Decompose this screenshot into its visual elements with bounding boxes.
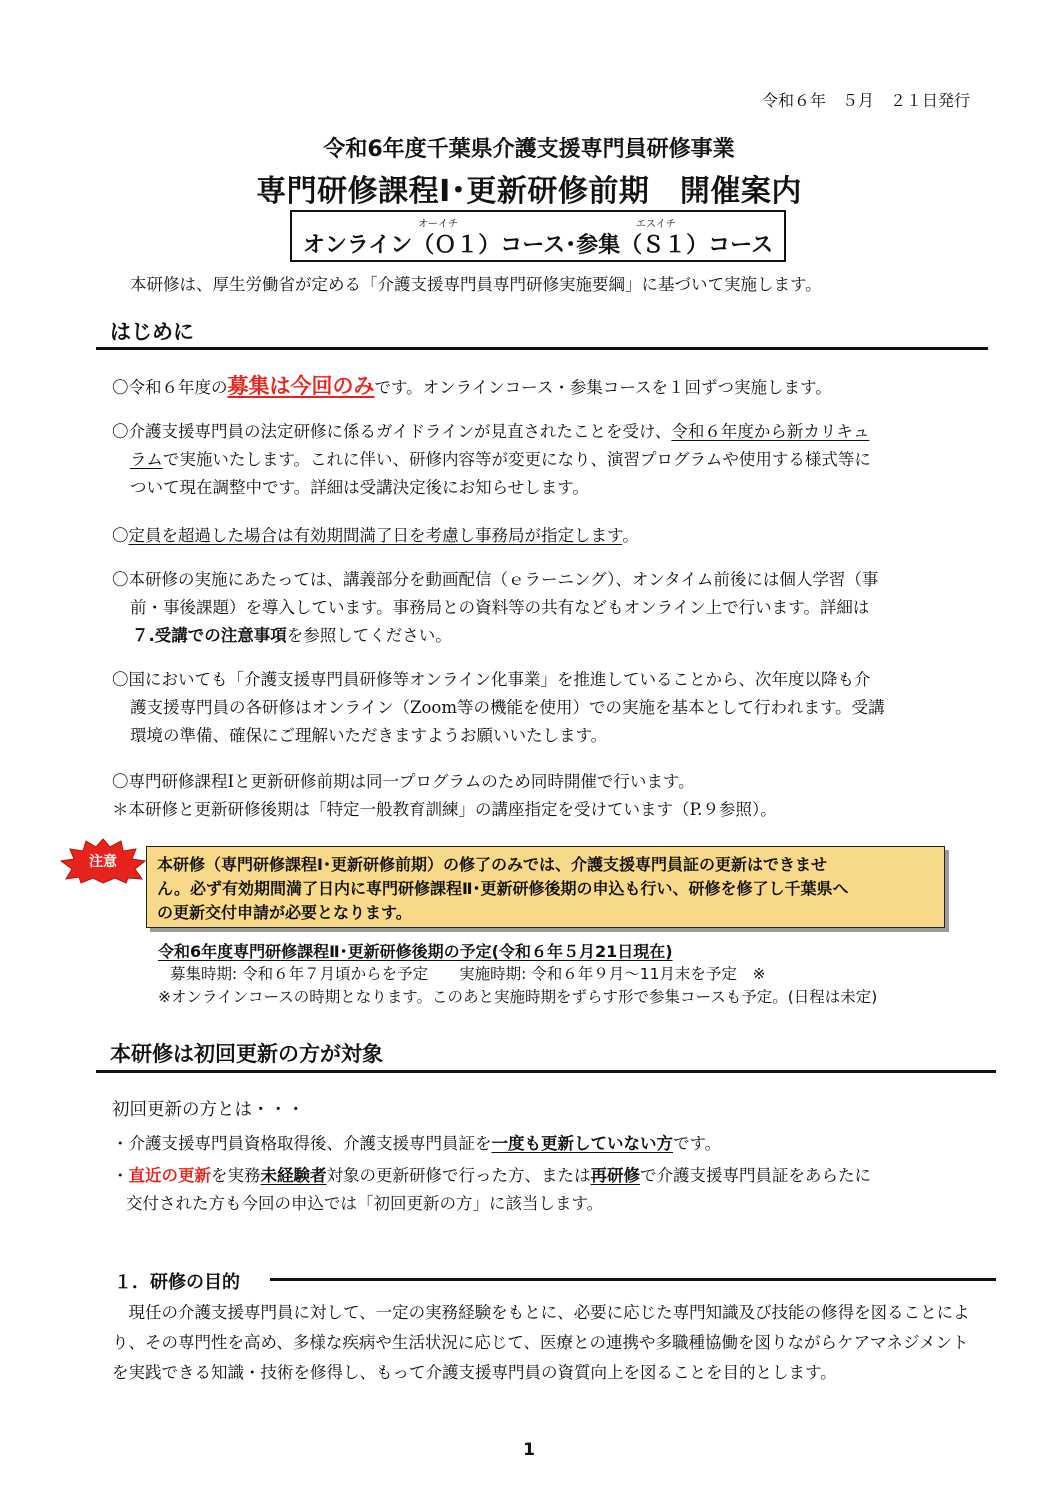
text: ・介護支援専門員資格取得後、介護支援専門員証を [112, 1134, 492, 1153]
text: 環境の準備、確保にご理解いただきますようお願いいたします。 [130, 726, 608, 745]
text: を参照してください。 [286, 626, 452, 645]
target-lead: 初回更新の方とは・・・ [112, 1100, 305, 1120]
section-divider [270, 1278, 996, 1281]
issue-date: 令和６年 ５月 ２１日発行 [761, 91, 970, 110]
paragraph-capacity [112, 522, 639, 550]
paragraph-online [112, 666, 885, 750]
schedule-heading: 令和6年度専門研修課程Ⅱ･更新研修後期の予定(令和６年５月21日現在) [158, 942, 673, 961]
text: 〇専門研修課程Ⅰと更新研修前期は同一プログラムのため同時開催で行います。 [112, 772, 695, 791]
warning-badge-label: 注意 [89, 854, 117, 870]
underlined-text: 定員を超過した場合は有効期間満了日を考慮し事務局が指定します [128, 526, 623, 545]
paragraph-joint [112, 768, 777, 824]
paragraph-elearning [112, 566, 878, 650]
warning-line: 本研修（専門研修課程Ⅰ･更新研修前期）の修了のみでは、介護支援専門員証の更新はできませ [157, 855, 827, 874]
text: 〇本研修の実施にあたっては、講義部分を動画配信（ｅラーニング）、オンタイム前後には個人学習（事 [112, 570, 879, 589]
target-bullet-2 [112, 1162, 871, 1218]
text: で実施いたします。これに伴い、研修内容等が変更になり、演習プログラムや使用する様式等に [162, 450, 871, 469]
bold-underlined-text: 再研修 [590, 1166, 640, 1185]
bullet-dot: ・ [112, 1166, 129, 1185]
schedule-dates: 募集時期: 令和６年７月頃からを予定 実施時期: 令和６年９月～11月末を予定 ※ [170, 965, 766, 983]
course-box [290, 210, 786, 262]
bold-reference: ７.受講での注意事項 [132, 626, 287, 645]
title-subheading: 令和6年度千葉県介護支援専門員研修事業 [323, 137, 735, 162]
schedule-block [158, 940, 877, 1009]
text: です。オンラインコース・参集コースを１回ずつ実施します。 [374, 378, 832, 397]
text: 。 [622, 526, 639, 545]
red-emphasis: 直近の更新 [128, 1166, 211, 1185]
text: ついて現在調整中です。詳細は受講決定後にお知らせします。 [130, 478, 589, 497]
warning-line: の更新交付申請が必要となります。 [157, 903, 412, 922]
page-number: 1 [523, 1440, 535, 1460]
paragraph-recruit [112, 370, 832, 404]
section-heading-hajime: はじめに [110, 320, 194, 344]
text: 護支援専門員の各研修はオンライン（Zoom等の機能を使用）での実施を基本として行われます。受講 [130, 698, 885, 717]
warning-line: ん。必ず有効期間満了日内に専門研修課程Ⅱ･更新研修後期の申込も行い、研修を修了し千葉県へ [157, 879, 849, 898]
text: 前・事後課題）を導入しています。事務局との資料等の共有などもオンライン上で行います。詳細は [130, 598, 870, 617]
bold-underlined-text: 未経験者 [260, 1166, 327, 1185]
underlined-text: 令和６年度から新カリキュ [671, 422, 870, 441]
section-heading-purpose: １．研修の目的 [114, 1272, 240, 1293]
text: 〇 [112, 526, 129, 545]
ruby-s1: エスイチ [636, 219, 676, 230]
purpose-body: 現任の介護支援専門員に対して、一定の実務経験をもとに、必要に応じた専門知識及び技能の修得を図ることにより、その専門性を高め、多様な疾病や生活状況に応じて、医療との連携や多職種協働を図りながらケアマネジメントを実践できる知識・技術を修得し、もって介護支援専門員の資質向上を図ることを目的とします。 [112, 1303, 970, 1382]
section-heading-target: 本研修は初回更新の方が対象 [110, 1042, 383, 1066]
text: 交付された方も今回の申込では「初回更新の方」に該当します。 [126, 1194, 604, 1213]
text: 〇国においても「介護支援専門員研修等オンライン化事業」を推進していることから、次年度以降も介 [112, 670, 871, 689]
section-divider [96, 1070, 996, 1073]
schedule-note: ※オンラインコースの時期となります。このあと実施時期をずらす形で参集コースも予定。(日程は未定) [158, 988, 878, 1006]
intro-text: 本研修は、厚生労働省が定める「介護支援専門員専門研修実施要綱」に基づいて実施します。 [130, 275, 822, 294]
underlined-text: ラム [130, 450, 163, 469]
text: です。 [673, 1134, 722, 1153]
text: を実務 [211, 1166, 261, 1185]
text: で介護支援専門員証をあらたに [640, 1166, 871, 1185]
bold-underlined-text: 一度も更新していない方 [491, 1134, 673, 1153]
paragraph-curriculum [112, 418, 871, 502]
page-title: 専門研修課程Ⅰ･更新研修前期 開催案内 [256, 174, 802, 209]
course-title: オンライン（Ｏ１）コース･参集（Ｓ１）コース [302, 233, 774, 258]
emphasis-once-only: 募集は今回のみ [227, 374, 375, 398]
text: ＊本研修と更新研修後期は「特定一般教育訓練」の講座指定を受けています（P.９参照）。 [112, 800, 777, 819]
section-divider [96, 347, 988, 350]
ruby-o1: オーイチ [418, 219, 458, 230]
warning-badge-icon [60, 838, 146, 884]
text: 〇介護支援専門員の法定研修に係るガイドラインが見直されたことを受け、 [112, 422, 672, 441]
target-bullet-1 [112, 1130, 721, 1158]
warning-box [146, 846, 945, 928]
text: 対象の更新研修で行った方、または [326, 1166, 591, 1185]
text: 〇令和６年度の [112, 378, 228, 397]
